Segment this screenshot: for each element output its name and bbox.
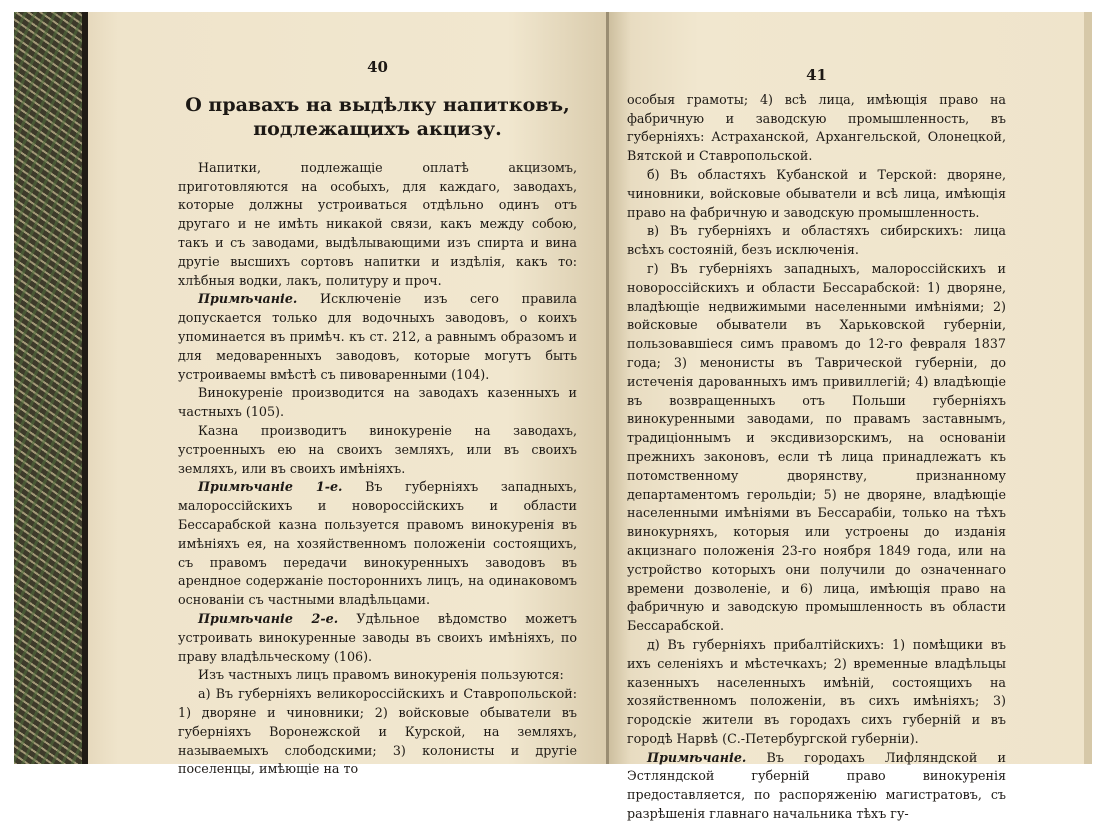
page-number: 40 <box>367 58 388 76</box>
note-text: Исключеніе изъ сего правила допускается только для водочныхъ заводовъ, о коихъ упоминается въ примѣч. къ ст. 212, а равнымъ образомъ и для медоваренныхъ заводовъ, которые могутъ быть устроиваемы вмѣстѣ съ пивоваренными (104). <box>178 291 577 382</box>
note-paragraph <box>178 290 577 384</box>
note-label: Примѣчаніе 2-е. <box>198 610 339 626</box>
paragraph: г) Въ губерніяхъ западныхъ, малороссійскихъ и новороссійскихъ и области Бессарабской: 1) дворяне, владѣющіе недвижимыми населенными имѣніями; 2) войсковые обыватели въ Харьковской губерніи, пользовавшіеся симъ правомъ до 12-го февраля 1837 года; 3) менонисты въ Таврической губерніи, до истеченія дарованныхъ имъ привиллегій; 4) владѣющіе въ возвращенныхъ отъ Польши губерніяхъ винокуренными заводами, по правамъ заставнымъ, традиціоннымъ и эксдивизорскимъ, на основаніи прежнихъ законовъ, если тѣ лица принадлежатъ къ потомственному дворянству, признанному департаментомъ герольдіи; 5) не дворяне, владѣющіе населенными имѣніями въ Бессарабіи, только на тѣхъ винокурняхъ, которыя или устроены до изданія акцизнаго положенія 23-го ноября 1849 года, или на устройство которыхъ они получили до означеннаго времени дозволеніе, и 6) лица, имѣющія право на фабричную и заводскую промышленность въ области Бессарабской. <box>627 260 1006 634</box>
note-label: Примѣчаніе. <box>198 291 298 307</box>
paragraph: б) Въ областяхъ Кубанской и Терской: дворяне, чиновники, войсковые обыватели и всѣ лица, имѣющія право на фабричную и заводскую промышленность. <box>627 166 1006 220</box>
paragraph: Казна производитъ винокуреніе на заводахъ, устроенныхъ ею на своихъ земляхъ, или въ своихъ земляхъ, или въ своихъ имѣніяхъ. <box>178 422 577 476</box>
paragraph: а) Въ губерніяхъ великороссійскихъ и Ставропольской: 1) дворяне и чиновники; 2) войсковые обыватели въ губерніяхъ Воронежской и Курской, на земляхъ, называемыхъ слободскими; 3) колонисты и другіе поселенцы, имѣющіе на то <box>178 686 577 777</box>
note-text: Въ городахъ Лифляндской и Эстляндской губерній право винокуренія предоставляется, по распоряженію магистратовъ, съ разрѣшенія главнаго начальника тѣхъ гу- <box>627 749 1006 822</box>
paragraph: Винокуреніе производится на заводахъ казенныхъ и частныхъ (105). <box>178 385 577 420</box>
note-text: Въ губерніяхъ западныхъ, малороссійскихъ и новороссійскихъ и области Бессарабской казна пользуется правомъ винокуренія въ имѣніяхъ ея, на хозяйственномъ положеніи состоящихъ, съ правомъ передачи винокуренныхъ заводовъ въ арендное содержаніе постороннихъ лицъ, на одинаковомъ основаніи съ частными владѣльцами. <box>178 479 577 608</box>
note-paragraph <box>178 478 577 610</box>
note-paragraph <box>178 610 577 666</box>
page-number: 41 <box>806 66 827 84</box>
paragraph: Напитки, подлежащіе оплатѣ акцизомъ, приготовляются на особыхъ, для каждаго, заводахъ, которые должны устроиваться отдѣльно одинъ отъ другаго и не имѣть никакой связи, какъ между собою, такъ и съ заводами, выдѣлывающими изъ спирта и вина другіе высшихъ сортовъ напитки и издѣлія, какъ то: хлѣбныя водки, лакъ, политуру и проч. <box>178 159 577 288</box>
note-text: Удѣльное вѣдомство можетъ устроивать винокуренные заводы въ своихъ имѣніяхъ, по праву владѣльческому (106). <box>178 610 577 664</box>
right-page <box>609 12 1092 822</box>
paragraph: д) Въ губерніяхъ прибалтійскихъ: 1) помѣщики въ ихъ селеніяхъ и мѣстечкахъ; 2) временные владѣльцы казенныхъ населенныхъ имѣній, состоящихъ на хозяйственномъ положеніи, въ сихъ имѣніяхъ; 3) городскіе жители въ городахъ сихъ губерній и въ городѣ Нарвѣ (С.-Петербургской губерніи). <box>627 636 1006 746</box>
note-label: Примѣчаніе. <box>647 749 747 765</box>
book-scan <box>14 12 1092 822</box>
note-paragraph <box>627 749 1006 824</box>
note-label: Примѣчаніе 1-е. <box>198 479 343 495</box>
paragraph: особыя грамоты; 4) всѣ лица, имѣющія право на фабричную и заводскую промышленность, въ губерніяхъ: Астраханской, Архангельской, Олонецкой, Вятской и Ставропольской. <box>627 91 1006 164</box>
book-cover-edge <box>14 12 88 764</box>
paragraph: в) Въ губерніяхъ и областяхъ сибирскихъ: лица всѣхъ состояній, безъ исключенія. <box>627 223 1006 258</box>
section-heading: О правахъ на выдѣлку напитковъ, подлежащихъ акцизу. <box>185 93 570 140</box>
left-page <box>88 12 609 777</box>
page-edge <box>1084 12 1092 764</box>
paragraph: Изъ частныхъ лицъ правомъ винокуренія пользуются: <box>198 667 564 683</box>
